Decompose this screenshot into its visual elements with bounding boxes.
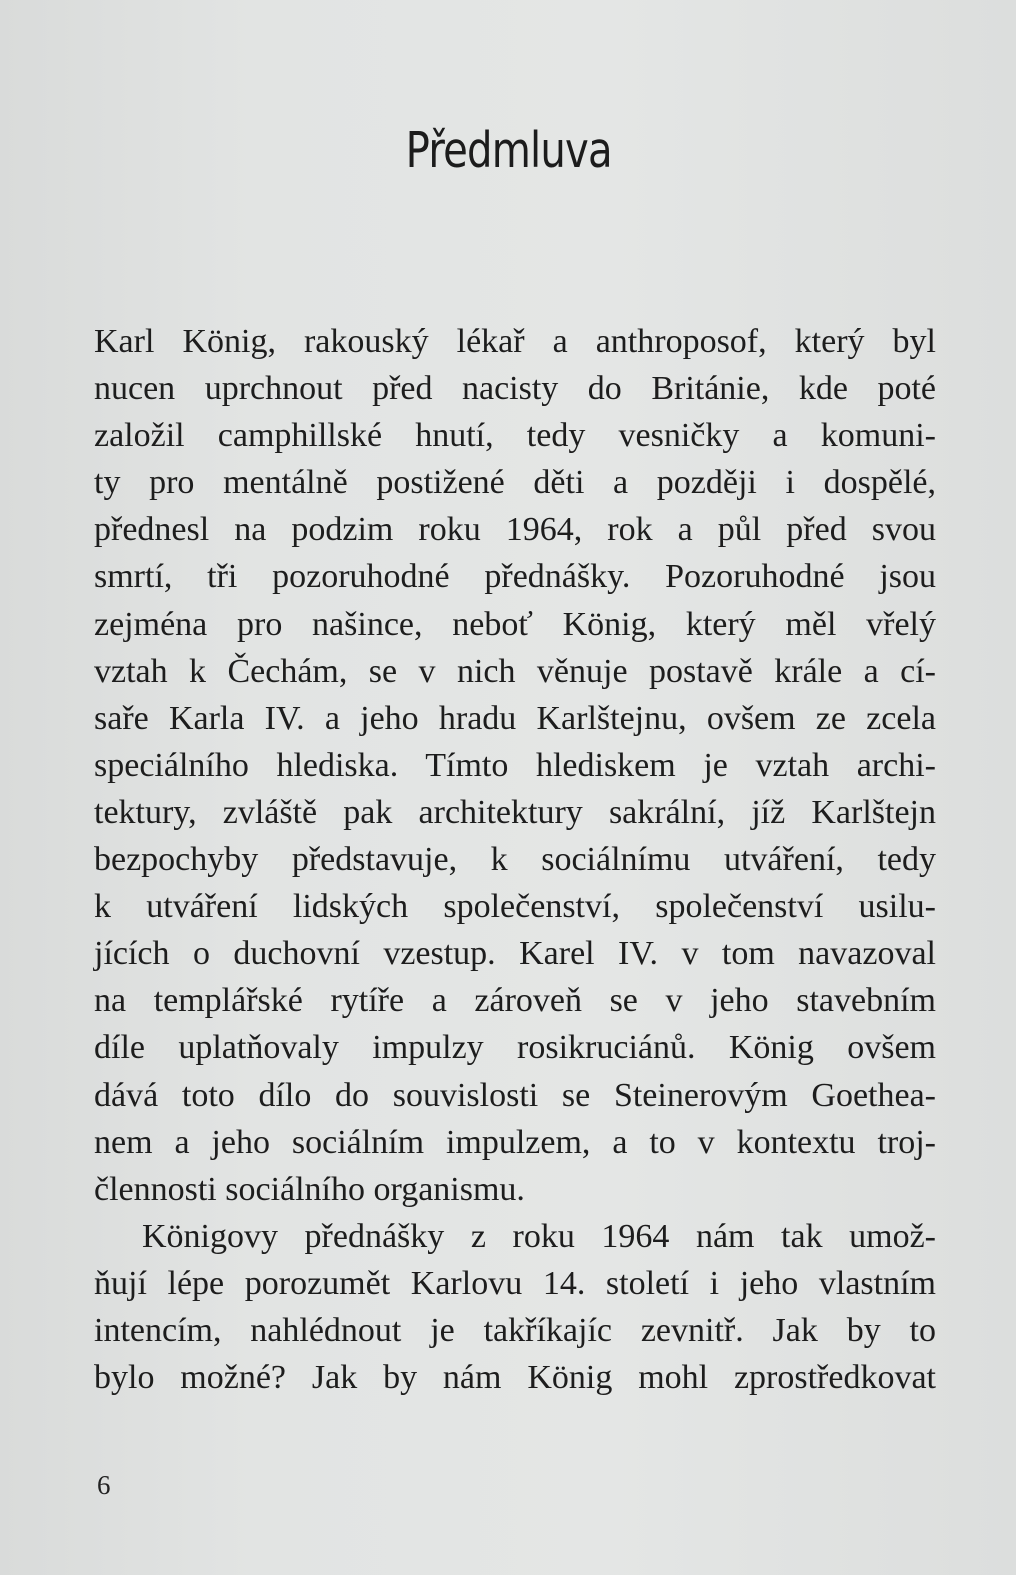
text-line: zejména pro našince, neboť König, který měl vřelý	[94, 605, 936, 643]
text-line: bylo možné? Jak by nám König mohl zprostředkovat	[94, 1359, 936, 1397]
text-line: Königovy přednášky z roku 1964 nám tak umož-	[142, 1217, 936, 1255]
text-line: k utváření lidských společenství, společenství usilu-	[94, 888, 936, 926]
text-line: intencím, nahlédnout je takříkajíc zevnitř. Jak by to	[94, 1311, 936, 1349]
text-line: díle uplatňovaly impulzy rosikruciánů. König ovšem	[94, 1029, 936, 1067]
text-line: ňují lépe porozumět Karlovu 14. století i jeho vlastním	[94, 1264, 936, 1302]
text-line: vztah k Čechám, se v nich věnuje postavě krále a cí-	[94, 652, 936, 690]
text-line: dává toto dílo do souvislosti se Steinerovým Goethea-	[94, 1076, 936, 1114]
text-line: bezpochyby představuje, k sociálnímu utváření, tedy	[94, 841, 936, 879]
body-text	[94, 318, 936, 1401]
text-line: ty pro mentálně postižené děti a později i dospělé,	[94, 464, 936, 502]
text-line: nem a jeho sociálním impulzem, a to v kontextu troj-	[94, 1123, 936, 1161]
page-number: 6	[97, 1470, 111, 1500]
text-line: Karl König, rakouský lékař a anthroposof, který byl	[94, 323, 936, 360]
text-line: tektury, zvláště pak architektury sakrální, jíž Karlštejn	[94, 793, 936, 831]
text-line: přednesl na podzim roku 1964, rok a půl před svou	[94, 511, 936, 549]
text-line: saře Karla IV. a jeho hradu Karlštejnu, ovšem ze zcela	[94, 699, 936, 737]
text-line: jících o duchovní vzestup. Karel IV. v tom navazoval	[94, 935, 936, 973]
text-line: založil camphillské hnutí, tedy vesničky a komuni-	[94, 417, 936, 455]
text-line: smrtí, tři pozoruhodné přednášky. Pozoruhodné jsou	[94, 558, 936, 596]
text-line: člennosti sociálního organismu.	[94, 1170, 525, 1208]
text-line: na templářské rytíře a zároveň se v jeho stavebním	[94, 982, 936, 1020]
text-line: nucen uprchnout před nacisty do Británie, kde poté	[94, 370, 936, 408]
chapter-title: Předmluva	[405, 122, 612, 179]
text-line: speciálního hlediska. Tímto hlediskem je vztah archi-	[94, 746, 936, 784]
